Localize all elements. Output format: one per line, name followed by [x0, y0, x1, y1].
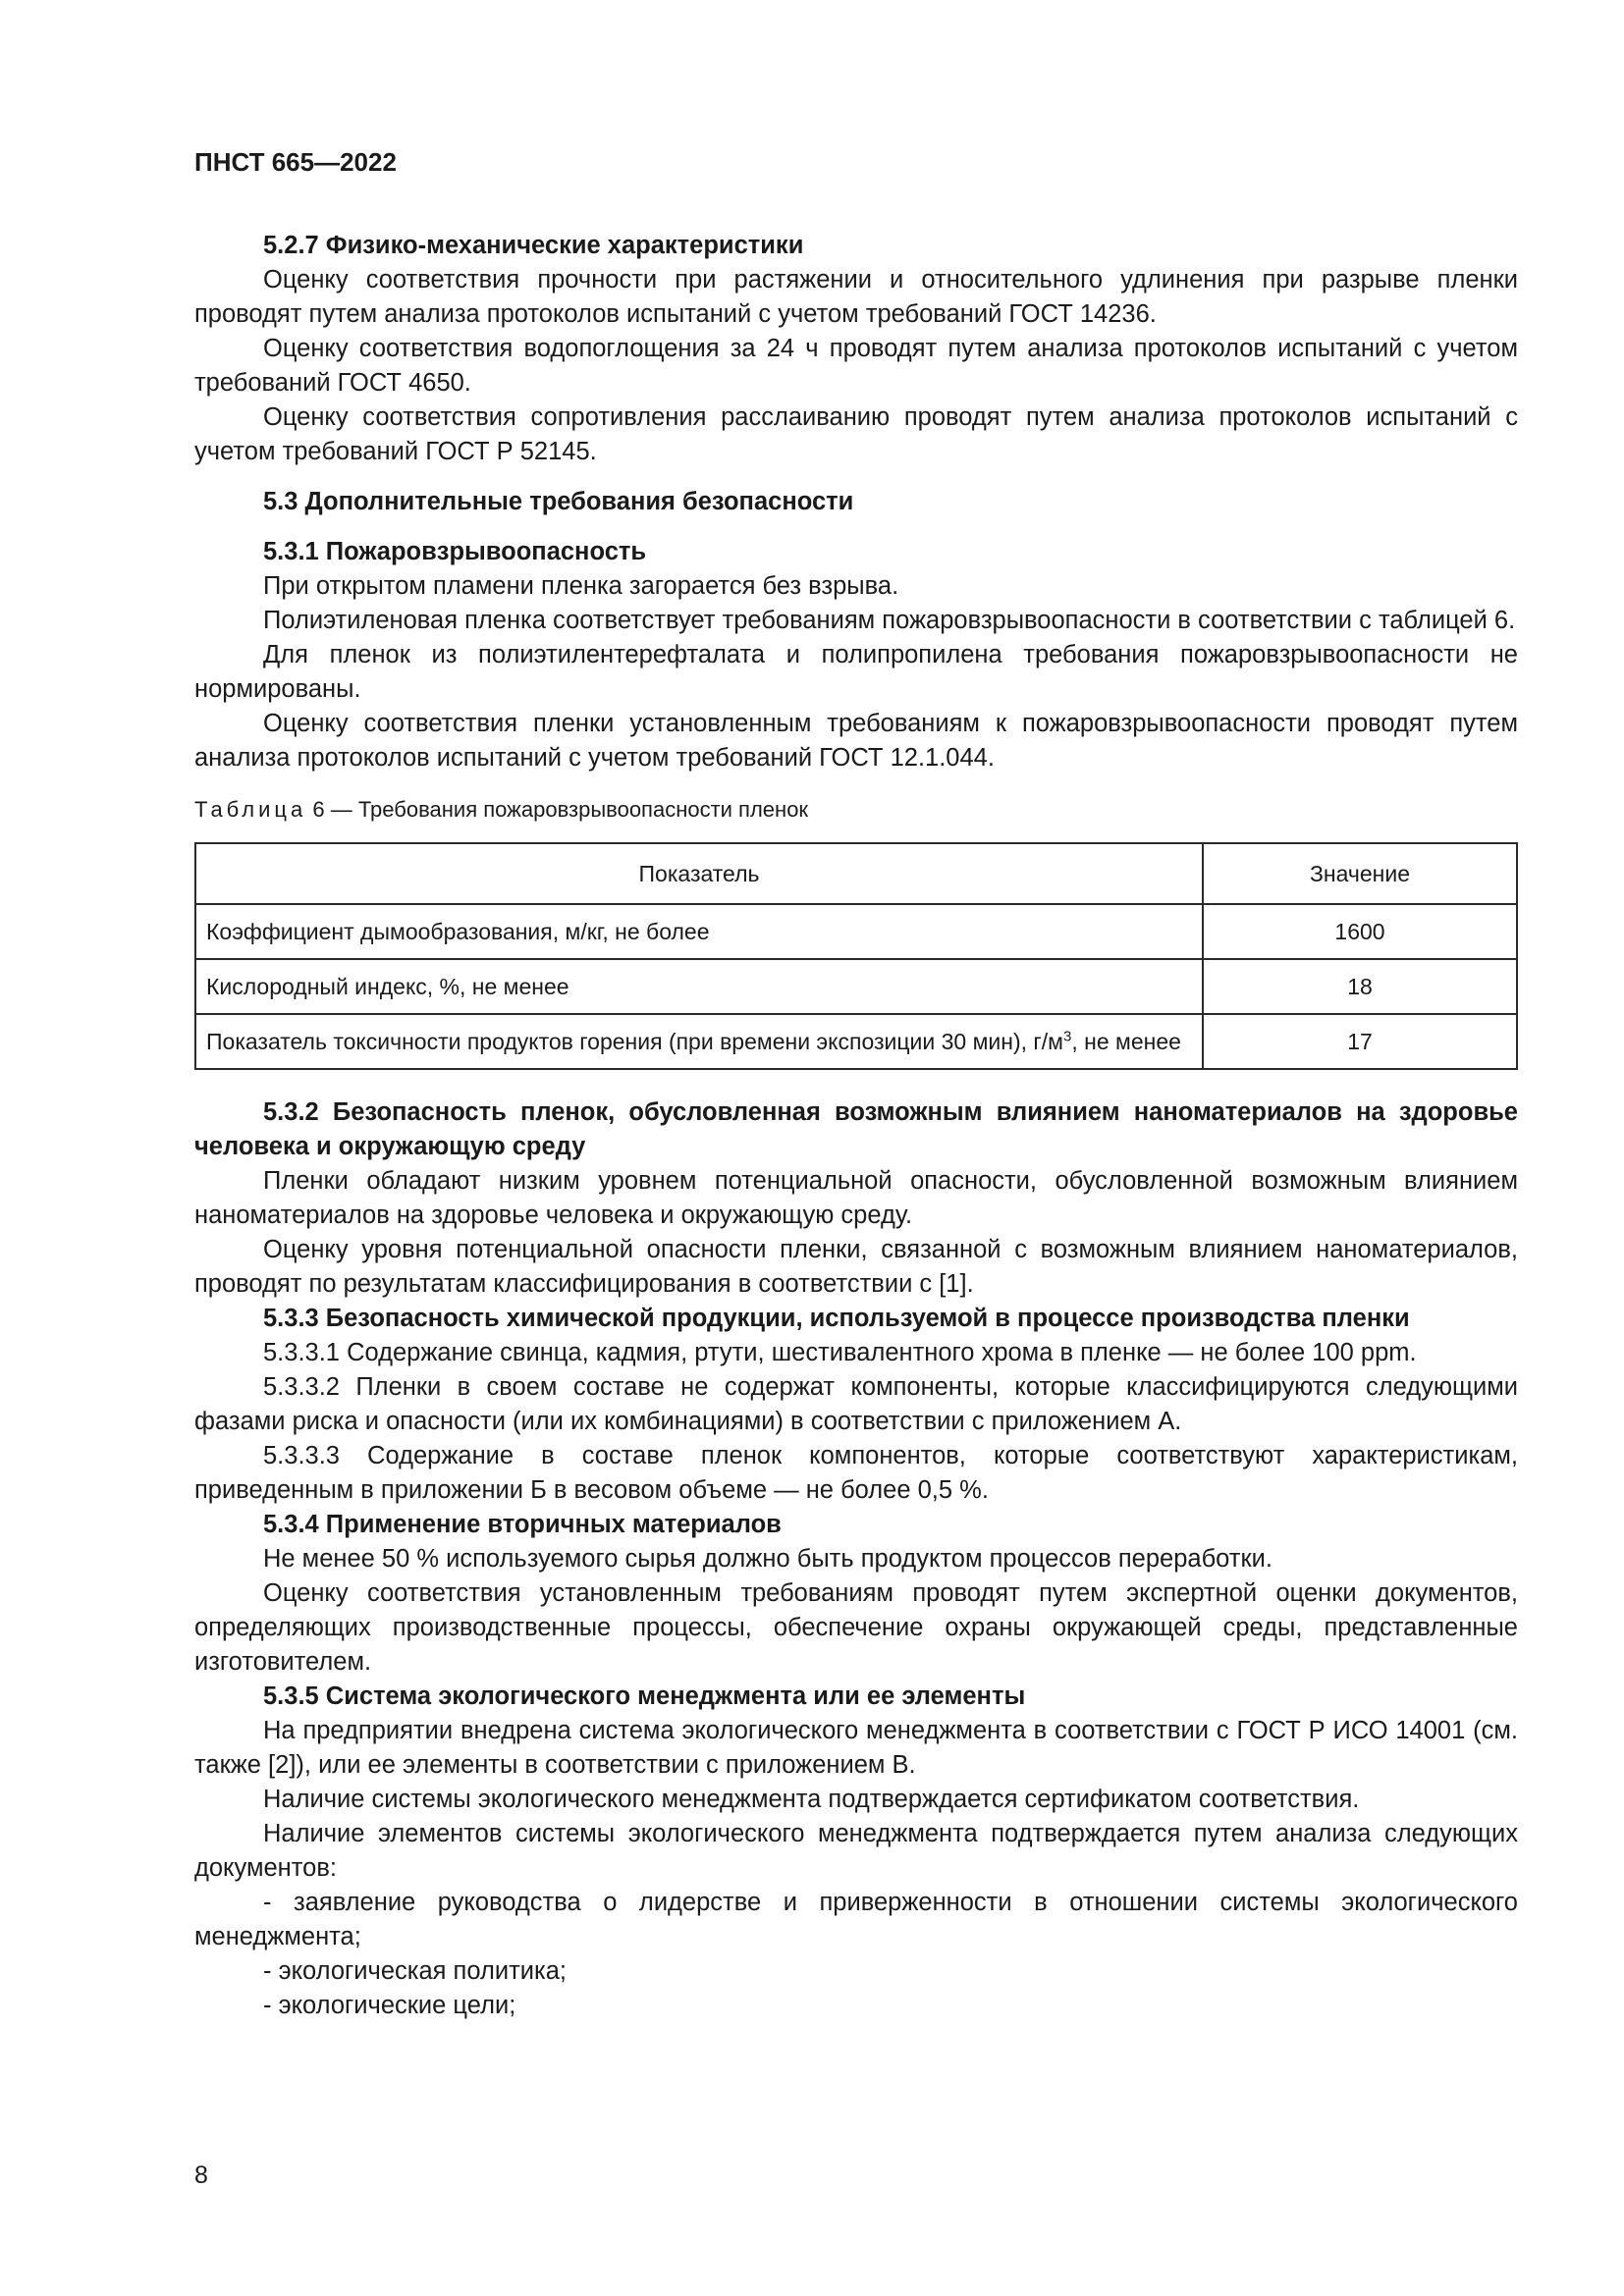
indicator-text-tail: , не менее	[1071, 1029, 1181, 1054]
paragraph: Наличие системы экологического менеджмента подтверждается сертификатом соответствия.	[263, 1786, 1360, 1813]
section-5-3-3-title: 5.3.3 Безопасность химической продукции, используемой в процессе производства пленки	[263, 1305, 1410, 1332]
document-header: ПНСТ 665—2022	[194, 147, 397, 177]
paragraph: 5.3.3.3 Содержание в составе пленок компонентов, которые соответствуют характеристикам, приведенным в приложении Б в весовом объеме — не более 0,5 %.	[194, 1442, 1518, 1504]
column-header-value: Значение	[1203, 843, 1517, 904]
table-cell-value: 17	[1203, 1014, 1517, 1069]
table-cell-indicator: Кислородный индекс, %, не менее	[195, 959, 1203, 1014]
superscript: 3	[1063, 1028, 1072, 1045]
table-caption-word: Таблица	[194, 797, 307, 822]
paragraph: На предприятии внедрена система экологического менеджмента в соответствии с ГОСТ Р ИСО 14001 (см. также [2]), или ее элементы в соответствии с приложением В.	[194, 1717, 1518, 1779]
table-cell-value: 18	[1203, 959, 1517, 1014]
paragraph: При открытом пламени пленка загорается без взрыва.	[263, 572, 899, 600]
paragraph: Для пленок из полиэтилентерефталата и полипропилена требования пожаровзрывоопасности не нормированы.	[194, 641, 1518, 703]
table-cell-indicator: Коэффициент дымообразования, м/кг, не более	[195, 904, 1203, 959]
paragraph: 5.3.3.2 Пленки в своем составе не содержат компоненты, которые классифицируются следующими фазами риска и опасности (или их комбинациями) в соответствии с приложением А.	[194, 1373, 1518, 1435]
paragraph: Оценку соответствия водопоглощения за 24 ч проводят путем анализа протоколов испытаний с учетом требований ГОСТ 4650.	[194, 335, 1518, 397]
paragraph: Пленки обладают низким уровнем потенциальной опасности, обусловленной возможным влиянием наноматериалов на здоровье человека и окружающую среду.	[194, 1167, 1518, 1229]
fire-hazard-table	[194, 842, 1518, 1070]
paragraph: Оценку соответствия пленки установленным требованиям к пожаровзрывоопасности проводят путем анализа протоколов испытаний с учетом требований ГОСТ 12.1.044.	[194, 710, 1518, 772]
section-5-3-1-title: 5.3.1 Пожаровзрывоопасность	[263, 538, 647, 565]
table-caption-text: 6 — Требования пожаровзрывоопасности пленок	[306, 797, 809, 822]
page-content	[194, 145, 1518, 2023]
paragraph: Наличие элементов системы экологического менеджмента подтверждается путем анализа следующих документов:	[194, 1820, 1518, 1882]
table-cell-indicator	[195, 1014, 1203, 1069]
paragraph: Оценку соответствия сопротивления расслаиванию проводят путем анализа протоколов испытаний с учетом требований ГОСТ Р 52145.	[194, 403, 1518, 465]
table-row	[195, 959, 1517, 1014]
section-5-2-7-title: 5.2.7 Физико-механические характеристики	[263, 232, 804, 259]
paragraph: Оценку уровня потенциальной опасности пленки, связанной с возможным влиянием наноматериалов, проводят по результатам классифицирования в соответствии с [1].	[194, 1236, 1518, 1298]
indicator-text: Показатель токсичности продуктов горения (при времени экспозиции 30 мин), г/м	[206, 1029, 1063, 1054]
column-header-indicator: Показатель	[195, 843, 1203, 904]
paragraph: 5.3.3.1 Содержание свинца, кадмия, ртути, шестивалентного хрома в пленке — не более 100 ppm.	[263, 1339, 1417, 1366]
table-row	[195, 904, 1517, 959]
table-row	[195, 1014, 1517, 1069]
page-number: 8	[194, 2162, 208, 2189]
paragraph: Не менее 50 % используемого сырья должно быть продуктом процессов переработки.	[263, 1545, 1272, 1573]
table-caption	[194, 795, 1518, 825]
paragraph: Оценку соответствия прочности при растяжении и относительного удлинения при разрыве пленки проводят путем анализа протоколов испытаний с учетом требований ГОСТ 14236.	[194, 266, 1518, 328]
list-item: - заявление руководства о лидерстве и приверженности в отношении системы экологического менеджмента;	[194, 1889, 1518, 1950]
list-item: - экологические цели;	[263, 1992, 516, 2019]
list-item: - экологическая политика;	[263, 1957, 568, 1985]
paragraph: Полиэтиленовая пленка соответствует требованиям пожаровзрывоопасности в соответствии с таблицей 6.	[263, 607, 1516, 634]
table-cell-value: 1600	[1203, 904, 1517, 959]
section-5-3-title: 5.3 Дополнительные требования безопасности	[263, 488, 854, 515]
section-5-3-4-title: 5.3.4 Применение вторичных материалов	[263, 1511, 782, 1538]
section-5-3-5-title: 5.3.5 Система экологического менеджмента или ее элементы	[263, 1682, 1026, 1710]
section-5-3-2-title: 5.3.2 Безопасность пленок, обусловленная возможным влиянием наноматериалов на здоровье человека и окружающую среду	[194, 1098, 1518, 1160]
paragraph: Оценку соответствия установленным требованиям проводят путем экспертной оценки документов, определяющих производственные процессы, обеспечение охраны окружающей среды, представленные изготовителем.	[194, 1579, 1518, 1676]
table-header-row	[195, 843, 1517, 904]
